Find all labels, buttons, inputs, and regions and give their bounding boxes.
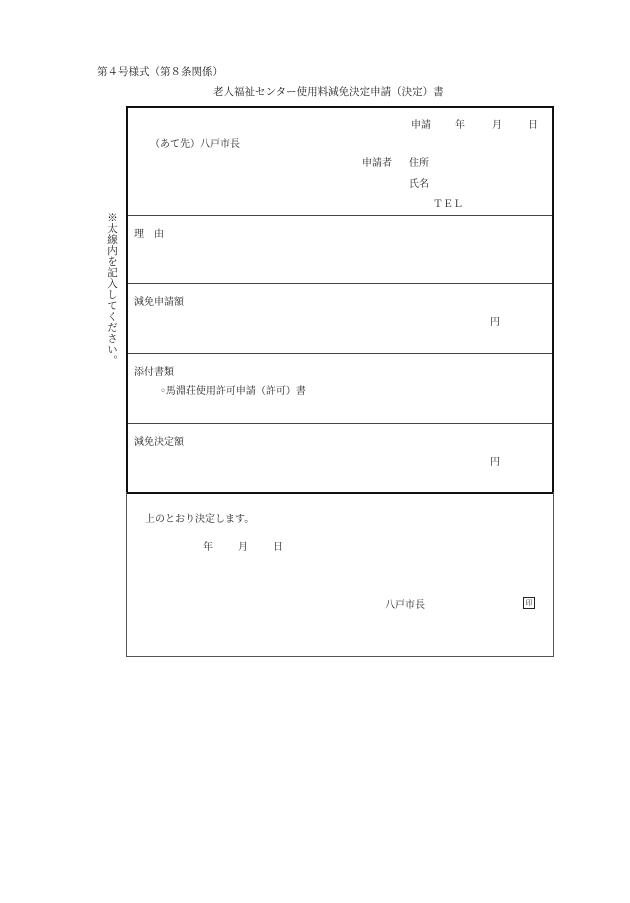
form-number: 第４号様式（第８条関係） <box>97 66 223 78</box>
tel-label: ＴＥＬ <box>433 199 463 210</box>
decision-box <box>126 492 554 657</box>
instruction-note: ※太線内を記入してください。 <box>106 212 118 366</box>
reason-label: 理 由 <box>134 229 164 240</box>
attachments-section <box>128 353 552 424</box>
decision-day-label: 日 <box>273 542 283 553</box>
request-day-label: 日 <box>528 120 538 131</box>
requested-amount-label: 減免申請額 <box>134 297 184 308</box>
request-month-label: 月 <box>492 120 502 131</box>
attachments-label: 添付書類 <box>134 367 174 378</box>
decided-amount-label: 減免決定額 <box>134 437 184 448</box>
addressee: （あて先）八戸市長 <box>150 139 240 150</box>
signer-label: 八戸市長 <box>385 600 425 611</box>
application-box <box>126 106 554 494</box>
requested-amount-section <box>128 283 552 354</box>
attachment-item: ◦馬淵荘使用許可申請（許可）書 <box>160 386 306 397</box>
decided-amount-unit: 円 <box>490 457 500 468</box>
name-label: 氏名 <box>409 179 429 190</box>
document-title: 老人福祉センター使用料減免決定申請（決定）書 <box>213 86 444 98</box>
applicant-label: 申請者 <box>362 158 392 169</box>
requested-amount-unit: 円 <box>490 317 500 328</box>
reason-section <box>128 215 552 284</box>
decided-amount-section <box>128 423 552 493</box>
address-label: 住所 <box>409 158 429 169</box>
request-year-label: 年 <box>455 120 465 131</box>
decision-text: 上のとおり決定します。 <box>145 514 255 525</box>
seal-mark: 印 <box>523 597 535 609</box>
decision-year-label: 年 <box>203 542 213 553</box>
decision-month-label: 月 <box>238 542 248 553</box>
request-label: 申請 <box>411 120 431 131</box>
